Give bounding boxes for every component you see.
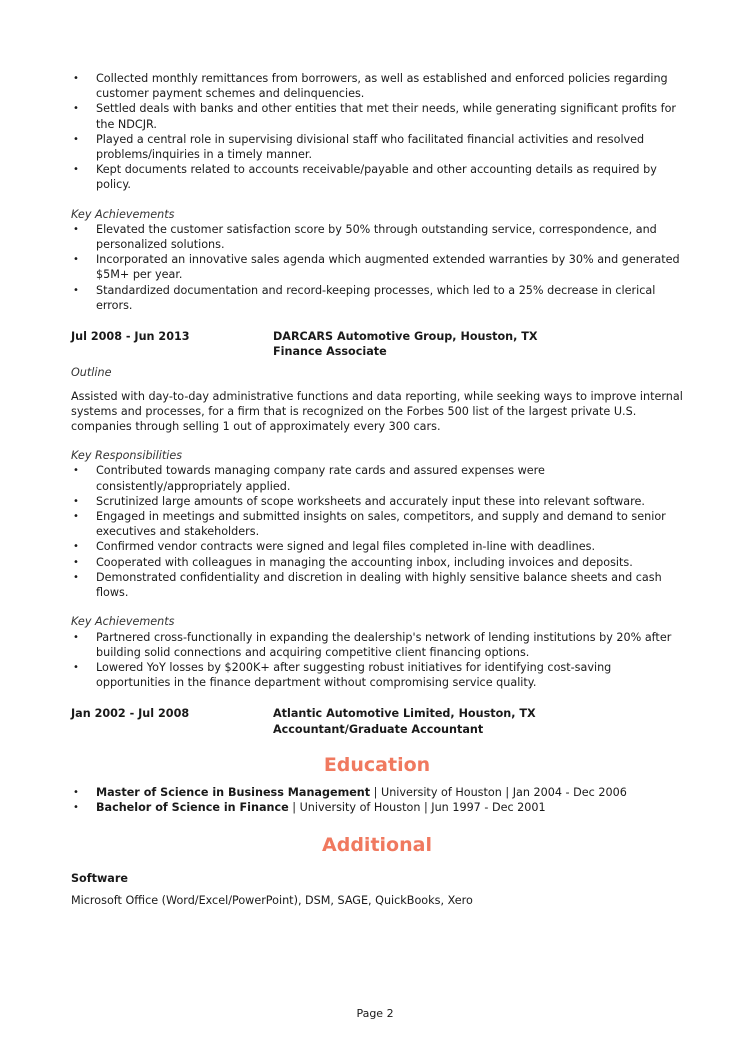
education-item [71,800,683,815]
list-item: • Settled deals with banks and other entities that met their needs, while generating significant profits for the NDCJR. [71,101,683,131]
job-title: Accountant/Graduate Accountant [273,722,484,736]
list-item: • Cooperated with colleagues in managing the accounting inbox, including invoices and deposits. [71,555,683,570]
list-item: • Scrutinized large amounts of scope worksheets and accurately input these into relevant software. [71,494,683,509]
outline-label: Outline [71,366,112,380]
achievements-label: Key Achievements [71,615,175,629]
list-item: • Engaged in meetings and submitted insights on sales, competitors, and supply and demand to senior executives and stakeholders. [71,509,683,539]
prev-job-responsibilities-list [71,71,683,193]
prev-job-achievements-list [71,222,683,313]
list-item: • Demonstrated confidentiality and discretion in dealing with highly sensitive balance sheets and cash flows. [71,570,683,600]
job2-achievements-list [71,630,683,691]
software-list: Microsoft Office (Word/Excel/PowerPoint), DSM, SAGE, QuickBooks, Xero [71,894,473,908]
job-header-atlantic [71,706,683,736]
job-outline: Assisted with day-to-day administrative functions and data reporting, while seeking ways to improve internal systems and processes, for a firm that is recognized on the Forbes 500 list of the largest private U.S. companies through selling 1 out of approximately every 300 cars. [71,389,683,434]
job-dates: Jul 2008 - Jun 2013 [71,330,190,344]
list-item: • Kept documents related to accounts receivable/payable and other accounting details as required by policy. [71,162,683,192]
list-item: • Standardized documentation and record-keeping processes, which led to a 25% decrease in clerical errors. [71,283,683,313]
list-item: • Contributed towards managing company rate cards and assured expenses were consistently/appropriately applied. [71,463,683,493]
education-item [71,785,683,800]
degree: Bachelor of Science in Finance [96,800,289,814]
degree-details: | University of Houston | Jan 2004 - Dec 2006 [370,785,627,799]
degree-details: | University of Houston | Jun 1997 - Dec 2001 [288,800,546,814]
job-dates: Jan 2002 - Jul 2008 [71,707,190,721]
list-item: • Confirmed vendor contracts were signed and legal files completed in-line with deadlines. [71,539,683,554]
education-list [71,785,683,815]
resume-page [71,71,683,909]
job2-responsibilities-list [71,463,683,600]
additional-heading: Additional [322,834,432,857]
achievements-label: Key Achievements [71,207,175,221]
job-header-darcars [71,329,683,359]
list-item: • Incorporated an innovative sales agenda which augmented extended warranties by 30% and generated $5M+ per year. [71,252,683,282]
list-item: • Collected monthly remittances from borrowers, as well as established and enforced policies regarding customer payment schemes and delinquencies. [71,71,683,101]
software-label: Software [71,872,128,886]
list-item: • Elevated the customer satisfaction score by 50% through outstanding service, correspondence, and personalized solutions. [71,222,683,252]
degree: Master of Science in Business Management [96,785,371,799]
education-heading: Education [323,753,431,776]
job-title: Finance Associate [273,345,387,359]
job-employer: DARCARS Automotive Group, Houston, TX [273,330,538,344]
job-employer: Atlantic Automotive Limited, Houston, TX [273,707,536,721]
list-item: • Played a central role in supervising divisional staff who facilitated financial activities and resolved problems/inquiries in a timely manner. [71,132,683,162]
list-item: • Partnered cross-functionally in expanding the dealership's network of lending institutions by 20% after building solid connections and acquiring competitive client financing options. [71,630,683,660]
page-number: Page 2 [356,1007,394,1020]
responsibilities-label: Key Responsibilities [71,449,183,463]
list-item: • Lowered YoY losses by $200K+ after suggesting robust initiatives for identifying cost-saving opportunities in the finance department without compromising service quality. [71,660,683,690]
